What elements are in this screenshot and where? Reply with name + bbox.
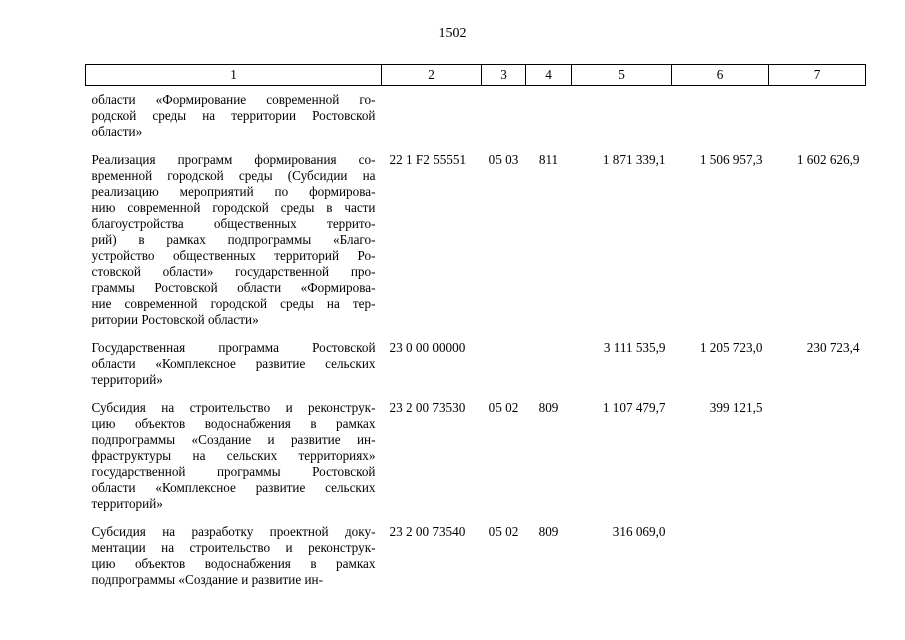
- column-header-5: 5: [572, 65, 672, 86]
- table-row: [86, 521, 866, 597]
- amount-year-3: 230 723,4: [806, 340, 860, 355]
- column-header-7: 7: [769, 65, 866, 86]
- description-line: ритории Ростовской области»: [91, 312, 259, 327]
- row-description: [86, 521, 382, 597]
- amount-year-1: 1 871 339,1: [602, 152, 666, 167]
- amount-year-3: [769, 86, 866, 150]
- row-description: [86, 86, 382, 150]
- row-description: [86, 149, 382, 337]
- amount-year-1: 316 069,0: [612, 524, 666, 539]
- target-code: [382, 86, 482, 150]
- description-line: Реализация программ формирования со-: [91, 152, 376, 167]
- description-line: рий) в рамках подпрограммы «Благо-: [91, 232, 376, 247]
- description-line: временной городской среды (Субсидии на: [91, 168, 376, 183]
- description-line: цию объектов водоснабжения в рамках: [91, 556, 376, 571]
- target-code: 23 0 00 00000: [389, 340, 466, 355]
- description-line: Государственная программа Ростовской: [91, 340, 376, 355]
- expense-type-code: [526, 337, 572, 397]
- table-row: [86, 86, 866, 150]
- description-line: ментации на строительство и реконструк-: [91, 540, 376, 555]
- amount-year-1: [572, 86, 672, 150]
- description-line: области «Формирование современной го-: [91, 92, 376, 107]
- column-header-1: 1: [86, 65, 382, 86]
- target-code: 23 2 00 73530: [389, 400, 466, 415]
- description-line: ние современной городской среды на тер-: [91, 296, 376, 311]
- amount-year-2: 1 506 957,3: [699, 152, 763, 167]
- row-description: [86, 337, 382, 397]
- expense-type-code: 809: [538, 400, 559, 415]
- subsection-code: 05 02: [488, 400, 519, 415]
- amount-year-3: [769, 397, 866, 521]
- column-header-6: 6: [672, 65, 769, 86]
- description-line: граммы Ростовской области «Формирова-: [91, 280, 376, 295]
- description-line: стовской области» государственной про-: [91, 264, 376, 279]
- amount-year-3: 1 602 626,9: [796, 152, 860, 167]
- description-line: области «Комплексное развитие сельских: [91, 480, 376, 495]
- row-description: [86, 397, 382, 521]
- table-row: [86, 149, 866, 337]
- description-line: нию современной городской среды в части: [91, 200, 376, 215]
- amount-year-2: [672, 86, 769, 150]
- amount-year-2: 1 205 723,0: [699, 340, 763, 355]
- amount-year-2: 399 121,5: [709, 400, 763, 415]
- table-row: [86, 337, 866, 397]
- description-line: области»: [91, 124, 143, 139]
- target-code: 22 1 F2 55551: [389, 152, 467, 167]
- subsection-code: [482, 337, 526, 397]
- subsection-code: [482, 86, 526, 150]
- expense-type-code: [526, 86, 572, 150]
- header-row: [86, 65, 866, 86]
- description-line: территорий»: [91, 496, 163, 511]
- amount-year-3: [769, 521, 866, 597]
- description-line: подпрограммы «Создание и развитие ин-: [91, 572, 323, 587]
- column-header-2: 2: [382, 65, 482, 86]
- budget-table: [85, 64, 866, 597]
- amount-year-2: [672, 521, 769, 597]
- amount-year-1: 1 107 479,7: [602, 400, 666, 415]
- expense-type-code: 809: [538, 524, 559, 539]
- page-number: 1502: [438, 26, 467, 41]
- description-line: подпрограммы «Создание и развитие ин-: [91, 432, 376, 447]
- description-line: фраструктуры на сельских территориях»: [91, 448, 376, 463]
- table-row: [86, 397, 866, 521]
- column-header-3: 3: [482, 65, 526, 86]
- description-line: родской среды на территории Ростовской: [91, 108, 376, 123]
- description-line: устройство общественных территорий Ро-: [91, 248, 376, 263]
- subsection-code: 05 03: [488, 152, 519, 167]
- amount-year-1: 3 111 535,9: [603, 340, 666, 355]
- description-line: государственной программы Ростовской: [91, 464, 376, 479]
- subsection-code: 05 02: [488, 524, 519, 539]
- description-line: территорий»: [91, 372, 163, 387]
- expense-type-code: 811: [538, 152, 559, 167]
- description-line: Субсидия на строительство и реконструк-: [91, 400, 376, 415]
- description-line: реализацию мероприятий по формирова-: [91, 184, 376, 199]
- description-line: Субсидия на разработку проектной доку-: [91, 524, 376, 539]
- column-header-4: 4: [526, 65, 572, 86]
- description-line: цию объектов водоснабжения в рамках: [91, 416, 376, 431]
- description-line: области «Комплексное развитие сельских: [91, 356, 376, 371]
- target-code: 23 2 00 73540: [389, 524, 466, 539]
- description-line: благоустройства общественных террито-: [91, 216, 376, 231]
